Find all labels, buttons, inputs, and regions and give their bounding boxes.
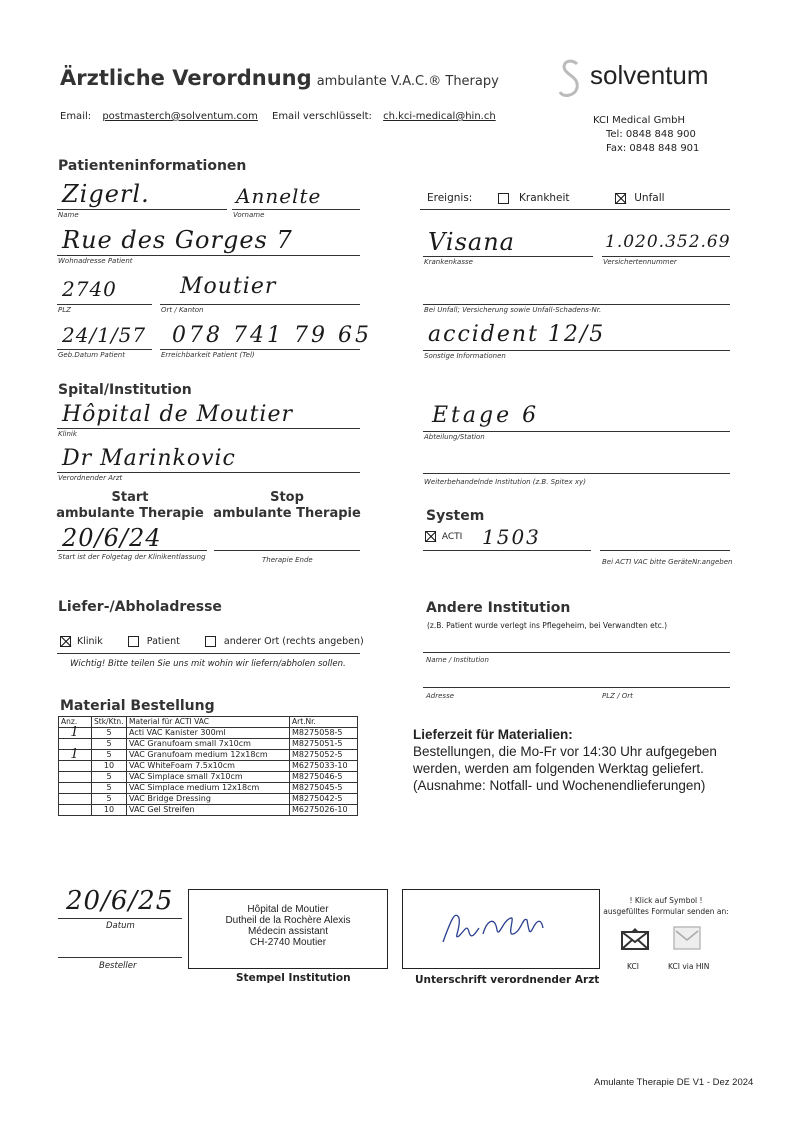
delivery-note: Wichtig! Bitte teilen Sie uns mit wohin wir liefern/abholen sollen. [70, 659, 346, 669]
email-enc-link[interactable]: ch.kci-medical@hin.ch [383, 111, 496, 122]
unterschrift-label: Unterschrift verordnender Arzt [415, 974, 600, 986]
weiter-label: Weiterbehandelnde Institution (z.B. Spitex xy) [424, 478, 586, 486]
patient-tel-value[interactable]: 078 741 79 65 [172, 323, 372, 348]
kci-label: KCI [627, 962, 639, 971]
material-stk-cell: 10 [92, 761, 127, 772]
title-main: Ärztliche Verordnung [60, 66, 312, 90]
stop-note: Therapie Ende [262, 556, 313, 564]
email-enc-label: Email verschlüsselt: [272, 111, 372, 122]
delivery-options [60, 636, 364, 647]
abteilung-label: Abteilung/Station [424, 433, 485, 441]
lieferzeit-line2: werden, werden am folgenden Werktag geliefert. [413, 761, 704, 776]
acti-checkbox[interactable] [425, 531, 436, 542]
material-artnr-cell: M8275046-5 [290, 772, 358, 783]
material-stk-cell: 10 [92, 805, 127, 816]
stamp-line-2: Dutheil de la Rochère Alexis [225, 915, 351, 926]
material-row [59, 761, 358, 772]
stamp-line-1: Hôpital de Moutier [247, 904, 329, 915]
stamp-text [189, 904, 387, 948]
andere-adresse-label: Adresse [426, 692, 455, 700]
lieferzeit-line1: Bestellungen, die Mo-Fr vor 14:30 Uhr aufgegeben [413, 744, 717, 759]
material-stk-cell: 5 [92, 783, 127, 794]
acti-option [425, 531, 462, 542]
send-info [598, 895, 734, 917]
klinik-option-label: Klinik [77, 636, 103, 647]
kasse-value[interactable]: Visana [428, 228, 515, 256]
email-label: Email: [60, 111, 92, 122]
material-name-cell: VAC Granufoam small 7x10cm [127, 739, 290, 750]
material-row [59, 805, 358, 816]
material-name-cell: VAC Granufoam medium 12x18cm [127, 750, 290, 761]
system-number-value[interactable]: 1503 [482, 525, 541, 549]
system-note: Bei ACTI VAC bitte GeräteNr.angeben [602, 558, 733, 566]
start-heading-2: ambulante Therapie [56, 506, 204, 521]
start-heading-1: Start [111, 490, 149, 505]
material-stk-cell: 5 [92, 794, 127, 805]
arzt-value[interactable]: Dr Marinkovic [62, 446, 236, 471]
stop-heading [212, 490, 362, 522]
arzt-label: Verordnender Arzt [58, 474, 123, 482]
unfall-checkbox[interactable] [615, 193, 626, 204]
patient-vorname-value[interactable]: Annelte [236, 184, 322, 208]
stop-heading-1: Stop [270, 490, 304, 505]
material-anz-cell[interactable] [59, 805, 92, 816]
version-footer: Amulante Therapie DE V1 - Dez 2024 [594, 1077, 754, 1088]
material-artnr-cell: M8275042-5 [290, 794, 358, 805]
patient-name-label: Name [58, 211, 79, 219]
material-anz-cell[interactable] [59, 761, 92, 772]
kci-hin-label: KCI via HIN [668, 962, 710, 971]
stop-heading-2: ambulante Therapie [213, 506, 361, 521]
material-row [59, 728, 358, 739]
material-anz-cell[interactable]: 1 [59, 728, 92, 739]
col-artnr: Art.Nr. [290, 717, 358, 728]
klick-line-1: ! Klick auf Symbol ! [629, 896, 703, 905]
sonstige-value[interactable]: accident 12/5 [428, 322, 606, 347]
system-heading: System [426, 508, 485, 524]
abteilung-value[interactable]: Etage 6 [432, 403, 540, 428]
klinik-value[interactable]: Hôpital de Moutier [62, 402, 293, 427]
email-row [60, 111, 258, 122]
signature-mark [403, 890, 599, 968]
stempel-label: Stempel Institution [236, 972, 351, 984]
anderer-option-label: anderer Ort (rechts angeben) [223, 636, 364, 647]
col-anz: Anz. [59, 717, 92, 728]
material-stk-cell: 5 [92, 750, 127, 761]
material-stk-cell: 5 [92, 772, 127, 783]
krankheit-label: Krankheit [519, 192, 570, 204]
material-artnr-cell: M8275058-5 [290, 728, 358, 739]
start-note: Start ist der Folgetag der Klinikentlassung [58, 553, 206, 561]
signature-box[interactable] [402, 889, 600, 969]
patient-tel-label: Erreichbarkeit Patient (Tel) [161, 351, 255, 359]
material-anz-cell[interactable] [59, 783, 92, 794]
material-artnr-cell: M6275026-10 [290, 805, 358, 816]
company-name: KCI Medical GmbH [593, 115, 685, 126]
material-table [58, 716, 358, 816]
email-link[interactable]: postmasterch@solventum.com [102, 111, 258, 122]
andere-name-label: Name / Institution [426, 656, 489, 664]
patient-plz-label: PLZ [58, 306, 71, 314]
date-value[interactable]: 20/6/25 [66, 886, 174, 916]
material-name-cell: VAC WhiteFoam 7.5x10cm [127, 761, 290, 772]
material-name-cell: VAC Gel Streifen [127, 805, 290, 816]
versnr-value[interactable]: 1.020.352.69 [605, 232, 731, 252]
kci-hin-email-icon[interactable] [672, 925, 702, 951]
material-name-cell: Acti VAC Kanister 300ml [127, 728, 290, 739]
patient-ort-label: Ort / Kanton [161, 306, 204, 314]
title-sub: ambulante V.A.C.® Therapy [316, 74, 499, 89]
andere-heading: Andere Institution [426, 600, 571, 616]
col-stk: Stk/Ktn. [92, 717, 127, 728]
patient-dob-label: Geb.Datum Patient [58, 351, 125, 359]
material-row [59, 783, 358, 794]
patient-address-value[interactable]: Rue des Gorges 7 [62, 226, 293, 254]
start-date-value[interactable]: 20/6/24 [62, 524, 162, 552]
email-enc-row [272, 111, 496, 122]
material-stk-cell: 5 [92, 739, 127, 750]
material-anz-cell[interactable]: 1 [59, 750, 92, 761]
sonstige-label: Sonstige Informationen [424, 352, 506, 360]
spital-heading: Spital/Institution [58, 382, 192, 398]
material-artnr-cell: M8275045-5 [290, 783, 358, 794]
col-material: Material für ACTI VAC [127, 717, 290, 728]
lieferzeit-line3: (Ausnahme: Notfall- und Wochenendlieferungen) [413, 778, 706, 793]
patient-ort-value[interactable]: Moutier [180, 274, 277, 299]
versnr-label: Versichertennummer [603, 258, 677, 266]
material-anz-cell[interactable] [59, 772, 92, 783]
klick-line-2: ausgefülltes Formular senden an: [603, 907, 729, 916]
material-row [59, 794, 358, 805]
datum-label: Datum [106, 921, 135, 931]
material-name-cell: VAC Bridge Dressing [127, 794, 290, 805]
patient-plz-value[interactable]: 2740 [62, 277, 117, 301]
delivery-heading: Liefer-/Abholadresse [58, 599, 222, 615]
krankheit-checkbox[interactable] [498, 193, 509, 204]
material-anz-cell[interactable] [59, 794, 92, 805]
ereignis-row [427, 192, 665, 204]
kci-email-icon[interactable] [620, 927, 650, 951]
form-title [60, 66, 499, 90]
patient-heading: Patienteninformationen [58, 158, 247, 174]
acti-label: ACTI [441, 532, 463, 542]
patient-dob-value[interactable]: 24/1/57 [62, 323, 147, 347]
patient-vorname-label: Vorname [233, 211, 265, 219]
patient-name-value[interactable]: Zigerl. [62, 180, 150, 208]
patient-option-label: Patient [146, 636, 180, 647]
stamp-line-4: CH-2740 Moutier [249, 937, 327, 948]
material-stk-cell: 5 [92, 728, 127, 739]
material-name-cell: VAC Simplace medium 12x18cm [127, 783, 290, 794]
andere-plz-label: PLZ / Ort [602, 692, 633, 700]
besteller-label: Besteller [99, 961, 137, 971]
material-row [59, 750, 358, 761]
patient-address-label: Wohnadresse Patient [58, 257, 133, 265]
ereignis-label: Ereignis: [427, 192, 473, 204]
material-heading: Material Bestellung [60, 698, 215, 714]
solventum-logo-icon [557, 58, 583, 98]
unfall-info-label: Bei Unfall; Versicherung sowie Unfall-Schadens-Nr. [424, 306, 602, 314]
lieferzeit-heading: Lieferzeit für Materialien: [413, 727, 573, 742]
stamp-line-3: Médecin assistant [247, 926, 329, 937]
anderer-checkbox[interactable] [205, 636, 216, 647]
andere-hint: (z.B. Patient wurde verlegt ins Pflegeheim, bei Verwandten etc.) [427, 621, 668, 630]
material-artnr-cell: M6275033-10 [290, 761, 358, 772]
material-row [59, 772, 358, 783]
brand-name: solventum [590, 60, 709, 90]
unfall-label: Unfall [634, 192, 665, 204]
start-heading [55, 490, 205, 522]
stamp-box [188, 889, 388, 969]
material-artnr-cell: M8275051-5 [290, 739, 358, 750]
company-tel: Tel: 0848 848 900 [606, 129, 696, 140]
klinik-label: Klinik [58, 430, 77, 438]
material-artnr-cell: M8275052-5 [290, 750, 358, 761]
company-block [593, 114, 699, 156]
kasse-label: Krankenkasse [424, 258, 473, 266]
lieferzeit-block [413, 726, 717, 794]
klinik-checkbox[interactable] [60, 636, 71, 647]
company-fax: Fax: 0848 848 901 [606, 143, 700, 154]
material-name-cell: VAC Simplace small 7x10cm [127, 772, 290, 783]
material-header-row [59, 717, 358, 728]
patient-checkbox[interactable] [128, 636, 139, 647]
material-row [59, 739, 358, 750]
